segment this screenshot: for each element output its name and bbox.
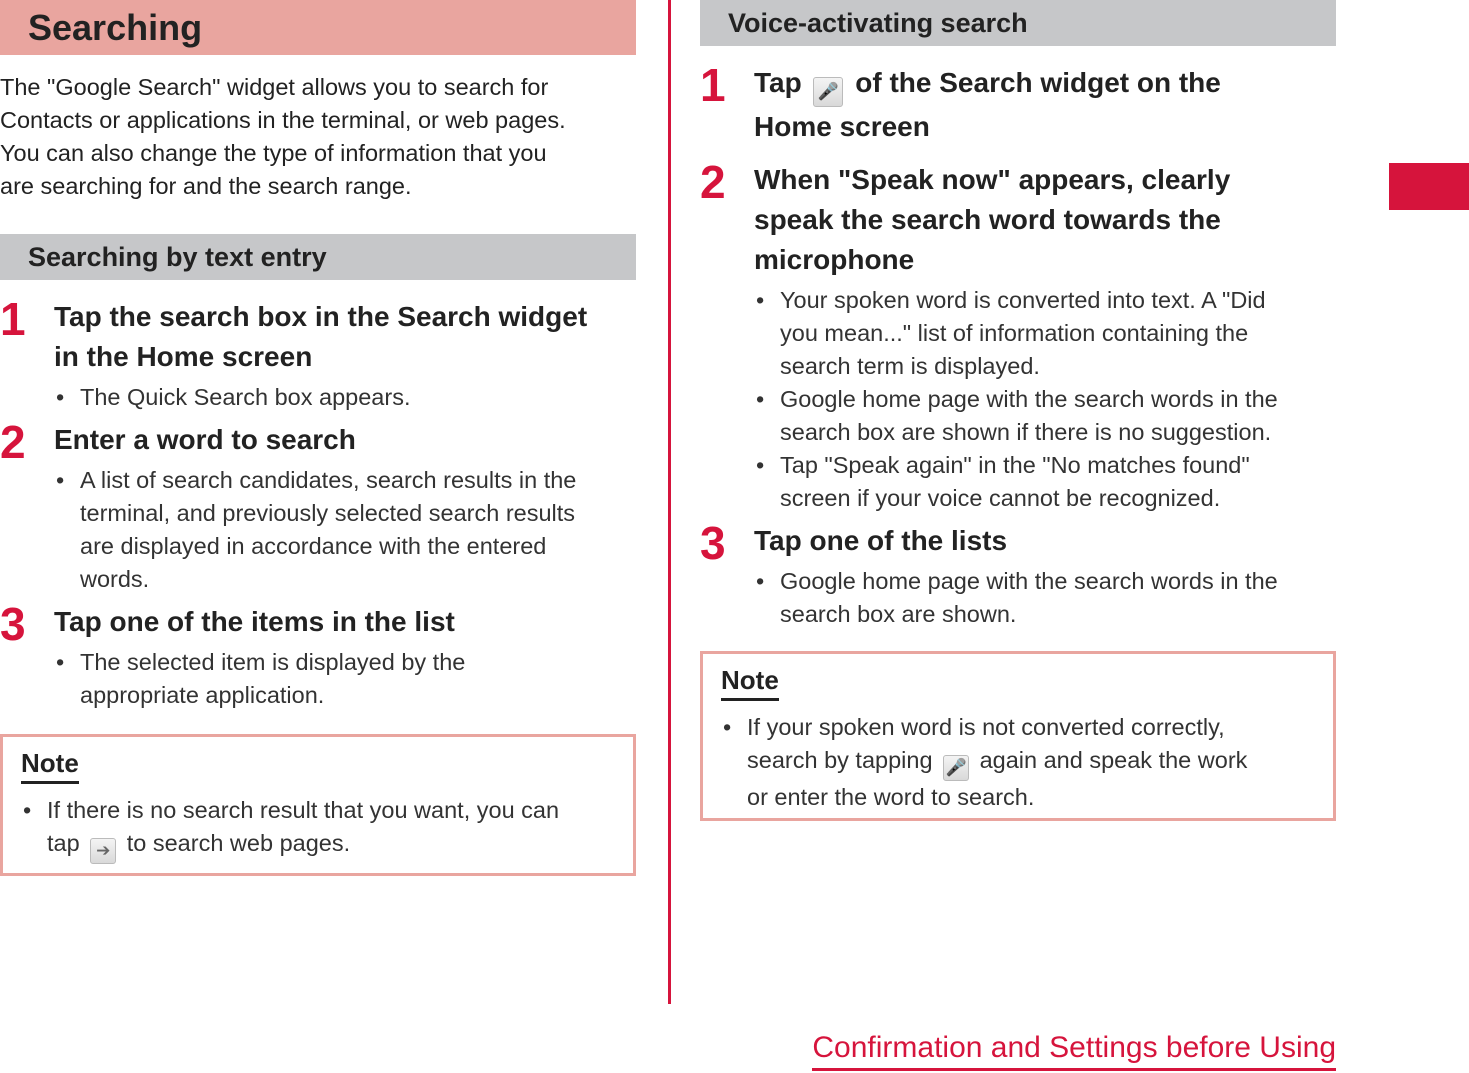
step-2 bbox=[0, 416, 636, 596]
step-1 bbox=[700, 59, 1336, 147]
list-item: • If your spoken word is not converted correctly, search by tapping 🎤 again and speak the work or enter the word to search. bbox=[721, 711, 1315, 814]
bullet-list bbox=[54, 464, 636, 596]
bullet-list bbox=[54, 646, 636, 712]
intro-line: Contacts or applications in the terminal, or web pages. bbox=[0, 107, 566, 133]
bullet-list bbox=[721, 711, 1315, 814]
step-number: 1 bbox=[700, 59, 726, 111]
step-title: Tap one of the lists bbox=[754, 525, 1008, 556]
page-title: Searching bbox=[0, 0, 636, 55]
left-column bbox=[0, 0, 636, 876]
list-item: • The selected item is displayed by the appropriate application. bbox=[54, 646, 636, 712]
step-number: 3 bbox=[0, 598, 26, 650]
microphone-icon: 🎤 bbox=[813, 77, 843, 107]
column-divider bbox=[668, 0, 671, 1004]
microphone-icon: 🎤 bbox=[943, 755, 969, 781]
step-3 bbox=[0, 598, 636, 712]
list-item: • Your spoken word is converted into text. A "Did you mean..." list of information containing the search term is displayed. bbox=[754, 284, 1336, 383]
note-title: Note bbox=[21, 747, 79, 784]
step-number: 3 bbox=[700, 517, 726, 569]
list-item: • A list of search candidates, search results in the terminal, and previously selected search results are displayed in accordance with the entered words. bbox=[54, 464, 636, 596]
intro-line: are searching for and the search range. bbox=[0, 173, 412, 199]
step-title-line: Tap the search box in the Search widget bbox=[54, 301, 588, 332]
bullet-list bbox=[754, 565, 1336, 631]
step-3 bbox=[700, 517, 1336, 631]
note-box bbox=[0, 734, 636, 876]
note-title: Note bbox=[721, 664, 779, 701]
list-item: • If there is no search result that you want, you can tap ➔ to search web pages. bbox=[21, 794, 615, 864]
section-title-voice-search: Voice-activating search bbox=[700, 0, 1336, 46]
step-2 bbox=[700, 156, 1336, 515]
right-column bbox=[700, 0, 1336, 821]
list-item: • The Quick Search box appears. bbox=[54, 381, 636, 414]
intro-line: The "Google Search" widget allows you to search for bbox=[0, 74, 549, 100]
list-item: • Tap "Speak again" in the "No matches found" screen if your voice cannot be recognized. bbox=[754, 449, 1336, 515]
note-box bbox=[700, 651, 1336, 821]
section-title-text-entry: Searching by text entry bbox=[0, 234, 636, 280]
step-title: Tap one of the items in the list bbox=[54, 606, 455, 637]
step-1 bbox=[0, 293, 636, 414]
step-title bbox=[54, 297, 636, 377]
bullet-list bbox=[54, 381, 636, 414]
list-item: • Google home page with the search words in the search box are shown if there is no suggestion. bbox=[754, 383, 1336, 449]
step-title: Tap 🎤 of the Search widget on the Home screen bbox=[754, 67, 1221, 142]
step-title: When "Speak now" appears, clearly speak the search word towards the microphone bbox=[754, 164, 1231, 275]
bullet-list bbox=[21, 794, 615, 864]
arrow-right-icon: ➔ bbox=[90, 838, 116, 864]
intro-line: You can also change the type of information that you bbox=[0, 140, 547, 166]
list-item: • Google home page with the search words in the search box are shown. bbox=[754, 565, 1336, 631]
step-title: Enter a word to search bbox=[54, 424, 356, 455]
step-number: 1 bbox=[0, 293, 26, 345]
bullet-list bbox=[754, 284, 1336, 515]
step-title-line: in the Home screen bbox=[54, 341, 313, 372]
chapter-tab-marker bbox=[1389, 163, 1469, 210]
step-number: 2 bbox=[700, 156, 726, 208]
chapter-footer-title: Confirmation and Settings before Using bbox=[812, 1028, 1336, 1071]
intro-paragraph bbox=[0, 71, 636, 203]
step-number: 2 bbox=[0, 416, 26, 468]
